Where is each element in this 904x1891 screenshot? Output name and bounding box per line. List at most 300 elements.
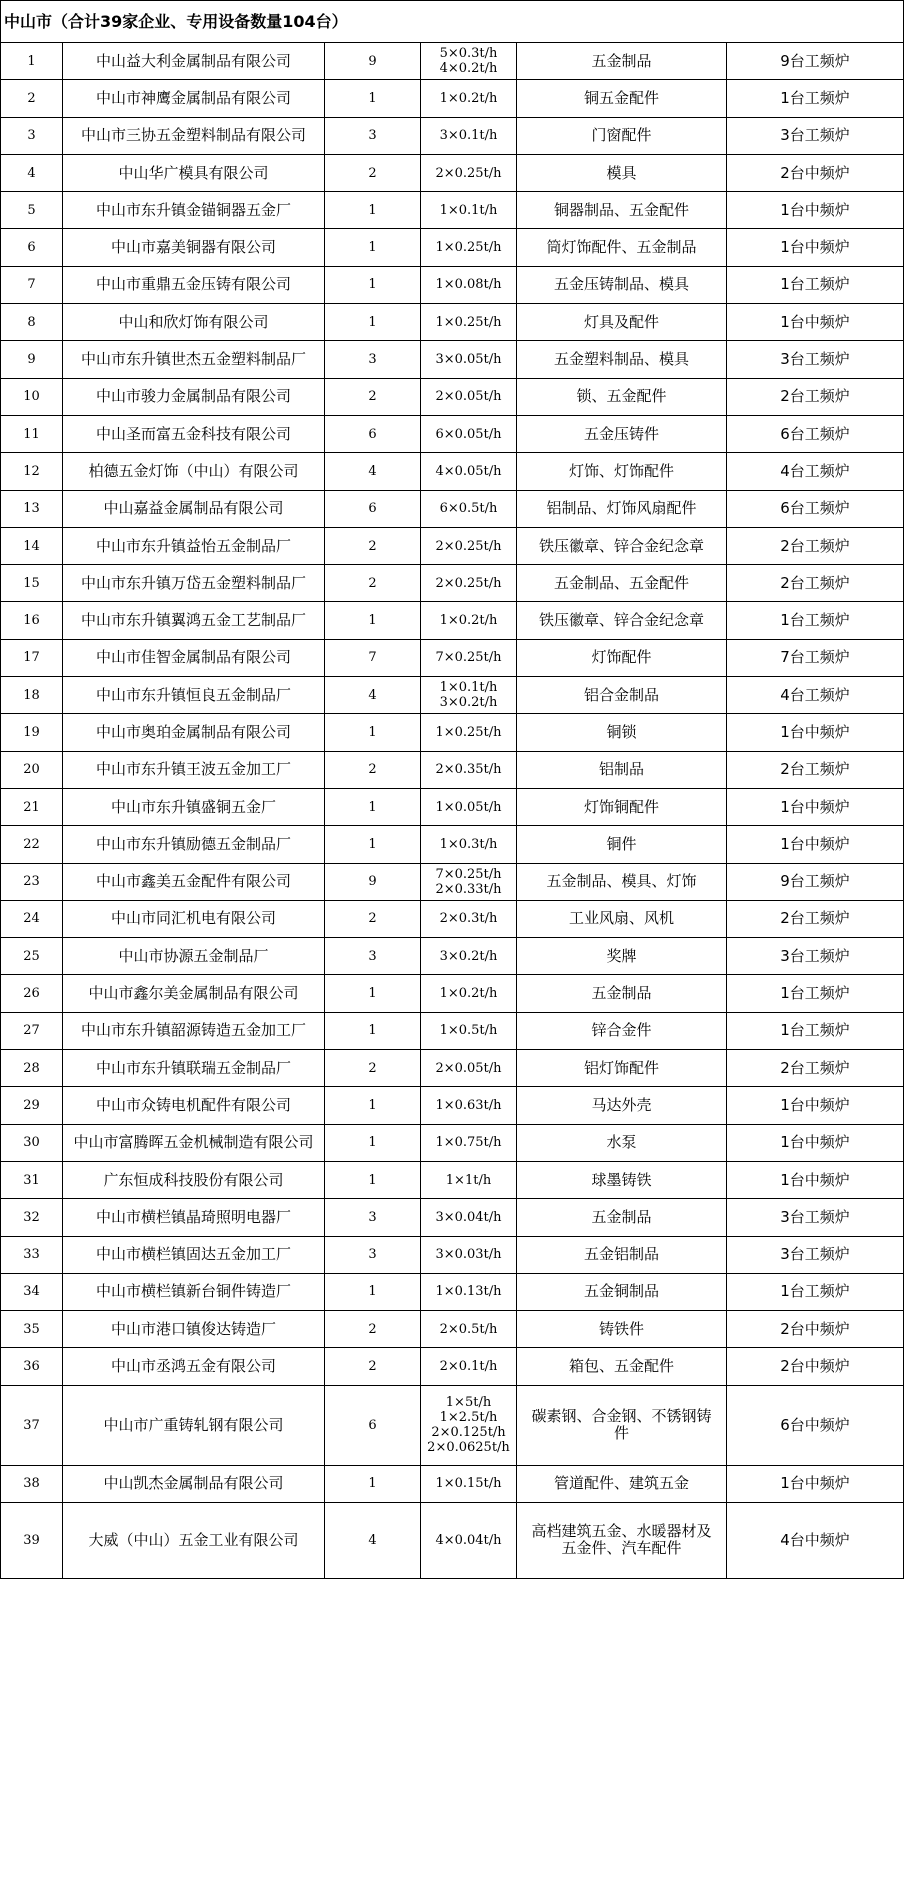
row-number-cell — [1, 1161, 63, 1198]
capacity-cell-text: 2×0.0625t/h — [427, 1440, 510, 1456]
equipment-count-cell — [325, 1273, 421, 1310]
company-name-cell-text: 中山市奥珀金属制品有限公司 — [95, 722, 291, 741]
capacity-cell-text: 5×0.3t/h — [439, 46, 498, 62]
furnace-type-cell — [727, 1161, 904, 1198]
furnace-type-cell — [727, 1012, 904, 1049]
row-number-cell-text: 5 — [27, 202, 36, 218]
equipment-count-cell-text: 7 — [368, 650, 377, 666]
equipment-count-cell-text: 1 — [368, 1135, 377, 1151]
row-number-cell-text: 6 — [27, 240, 36, 256]
table-row — [1, 80, 904, 117]
equipment-count-cell — [325, 229, 421, 266]
company-name-cell-text: 中山市嘉美铜器有限公司 — [110, 238, 276, 257]
furnace-type-cell-text: 3台工频炉 — [780, 1245, 850, 1264]
capacity-cell-text: 4×0.05t/h — [435, 463, 502, 479]
furnace-type-cell-text: 1台工频炉 — [780, 611, 850, 630]
table-row — [1, 1348, 904, 1385]
furnace-type-cell-text: 1台中频炉 — [780, 1474, 850, 1493]
company-name-cell-text: 广东恒成科技股份有限公司 — [103, 1170, 284, 1189]
company-name-cell-text: 中山市东升镇万岱五金塑料制品厂 — [80, 573, 306, 592]
company-name-cell — [63, 751, 325, 788]
capacity-cell — [421, 1465, 517, 1502]
capacity-cell — [421, 639, 517, 676]
capacity-cell-text: 2×0.5t/h — [439, 1321, 498, 1337]
furnace-type-cell — [727, 826, 904, 863]
equipment-count-cell — [325, 43, 421, 80]
equipment-count-cell-text: 2 — [368, 762, 377, 778]
capacity-cell-text: 1×1t/h — [445, 1172, 492, 1188]
table-row — [1, 565, 904, 602]
table-row — [1, 863, 904, 900]
company-name-cell-text: 中山嘉益金属制品有限公司 — [103, 499, 284, 518]
furnace-type-cell-text: 1台工频炉 — [780, 275, 850, 294]
equipment-count-cell — [325, 900, 421, 937]
table-row — [1, 43, 904, 80]
product-cell — [517, 43, 727, 80]
capacity-cell-text: 3×0.04t/h — [435, 1209, 502, 1225]
furnace-type-cell-text: 4台中频炉 — [780, 1530, 850, 1549]
capacity-cell-text: 1×0.2t/h — [439, 90, 498, 106]
company-name-cell — [63, 80, 325, 117]
equipment-count-cell-text: 9 — [368, 874, 377, 890]
product-cell-text: 碳素钢、合金钢、不锈钢铸 — [531, 1407, 712, 1426]
company-name-cell — [63, 863, 325, 900]
row-number-cell — [1, 639, 63, 676]
capacity-cell — [421, 43, 517, 80]
company-name-cell-text: 中山市东升镇翼鸿五金工艺制品厂 — [80, 611, 306, 630]
company-name-cell — [63, 1161, 325, 1198]
capacity-cell-text: 2×0.25t/h — [435, 538, 502, 554]
table-row — [1, 639, 904, 676]
row-number-cell — [1, 378, 63, 415]
row-number-cell-text: 13 — [23, 501, 40, 517]
product-cell-text: 铸铁件 — [598, 1319, 644, 1338]
product-cell-text: 铜锁 — [606, 722, 637, 741]
equipment-count-cell — [325, 1012, 421, 1049]
capacity-cell-text: 2×0.25t/h — [435, 165, 502, 181]
row-number-cell — [1, 453, 63, 490]
row-number-cell-text: 4 — [27, 165, 36, 181]
capacity-cell — [421, 453, 517, 490]
furnace-type-cell-text: 1台中频炉 — [780, 238, 850, 257]
company-name-cell-text: 中山市广重铸轧钢有限公司 — [103, 1415, 284, 1434]
furnace-type-cell-text: 9台工频炉 — [780, 872, 850, 891]
table-row — [1, 304, 904, 341]
company-name-cell-text: 中山市佳智金属制品有限公司 — [95, 648, 291, 667]
product-cell — [517, 1236, 727, 1273]
furnace-type-cell-text: 4台工频炉 — [780, 685, 850, 704]
row-number-cell-text: 10 — [23, 389, 40, 405]
company-name-cell-text: 中山市协源五金制品厂 — [118, 946, 269, 965]
capacity-cell — [421, 341, 517, 378]
equipment-count-cell — [325, 1236, 421, 1273]
product-cell-text: 五金制品、五金配件 — [553, 573, 689, 592]
capacity-cell-text: 7×0.25t/h — [435, 866, 502, 882]
product-cell-text: 五金件、汽车配件 — [561, 1539, 682, 1558]
table-row — [1, 1124, 904, 1161]
capacity-cell — [421, 266, 517, 303]
equipment-count-cell — [325, 80, 421, 117]
company-name-cell-text: 大威（中山）五金工业有限公司 — [88, 1530, 299, 1549]
row-number-cell-text: 9 — [27, 352, 36, 368]
product-cell-text: 灯饰配件 — [591, 648, 652, 667]
equipment-count-cell — [325, 788, 421, 825]
capacity-cell — [421, 602, 517, 639]
furnace-type-cell-text: 4台工频炉 — [780, 461, 850, 480]
capacity-cell-text: 1×2.5t/h — [439, 1410, 498, 1426]
furnace-type-cell-text: 2台工频炉 — [780, 536, 850, 555]
capacity-cell-text: 1×0.25t/h — [435, 314, 502, 330]
product-cell — [517, 900, 727, 937]
furnace-type-cell-text: 1台中频炉 — [780, 1095, 850, 1114]
table-row — [1, 1050, 904, 1087]
company-name-cell — [63, 154, 325, 191]
capacity-cell — [421, 1236, 517, 1273]
row-number-cell-text: 30 — [23, 1135, 40, 1151]
product-cell — [517, 80, 727, 117]
product-cell-text: 五金压铸制品、模具 — [553, 275, 689, 294]
product-cell-text: 铁压徽章、锌合金纪念章 — [538, 611, 704, 630]
equipment-count-cell — [325, 453, 421, 490]
product-cell — [517, 565, 727, 602]
equipment-count-cell-text: 1 — [368, 1172, 377, 1188]
product-cell-text: 马达外壳 — [591, 1095, 652, 1114]
product-cell-text: 五金制品 — [591, 1207, 652, 1226]
furnace-type-cell — [727, 863, 904, 900]
equipment-count-cell-text: 6 — [368, 426, 377, 442]
furnace-type-cell — [727, 938, 904, 975]
product-cell — [517, 1465, 727, 1502]
capacity-cell-text: 4×0.2t/h — [439, 61, 498, 77]
furnace-type-cell-text: 3台工频炉 — [780, 350, 850, 369]
furnace-type-cell-text: 2台中频炉 — [780, 1319, 850, 1338]
product-cell-text: 灯饰铜配件 — [583, 797, 659, 816]
equipment-count-cell-text: 2 — [368, 1060, 377, 1076]
row-number-cell — [1, 1502, 63, 1578]
row-number-cell-text: 8 — [27, 314, 36, 330]
equipment-count-cell — [325, 341, 421, 378]
product-cell — [517, 863, 727, 900]
company-name-cell — [63, 341, 325, 378]
product-cell — [517, 1012, 727, 1049]
furnace-type-cell-text: 1台工频炉 — [780, 88, 850, 107]
company-name-cell — [63, 1311, 325, 1348]
product-cell-text: 锁、五金配件 — [576, 387, 667, 406]
title-row — [1, 1, 904, 43]
table-row — [1, 975, 904, 1012]
table-row — [1, 788, 904, 825]
row-number-cell — [1, 43, 63, 80]
capacity-cell-text: 1×0.1t/h — [439, 202, 498, 218]
capacity-cell — [421, 1050, 517, 1087]
row-number-cell — [1, 788, 63, 825]
company-name-cell-text: 中山市东升镇益怡五金制品厂 — [95, 536, 291, 555]
furnace-type-cell-text: 2台工频炉 — [780, 573, 850, 592]
equipment-count-cell — [325, 1348, 421, 1385]
equipment-count-cell — [325, 1385, 421, 1465]
product-cell-text: 铝制品 — [598, 760, 644, 779]
equipment-count-cell — [325, 751, 421, 788]
capacity-cell-text: 4×0.04t/h — [435, 1532, 502, 1548]
company-name-cell-text: 中山市东升镇盛铜五金厂 — [110, 797, 276, 816]
furnace-type-cell — [727, 1199, 904, 1236]
company-name-cell — [63, 1087, 325, 1124]
company-name-cell — [63, 229, 325, 266]
company-name-cell — [63, 677, 325, 714]
furnace-type-cell-text: 3台工频炉 — [780, 946, 850, 965]
capacity-cell-text: 2×0.33t/h — [435, 881, 502, 897]
row-number-cell-text: 23 — [23, 874, 40, 890]
row-number-cell-text: 36 — [23, 1359, 40, 1375]
product-cell — [517, 378, 727, 415]
capacity-cell — [421, 1273, 517, 1310]
furnace-type-cell-text: 1台中频炉 — [780, 1133, 850, 1152]
equipment-count-cell — [325, 490, 421, 527]
product-cell-text: 水泵 — [606, 1133, 637, 1152]
row-number-cell — [1, 229, 63, 266]
company-name-cell — [63, 788, 325, 825]
product-cell-text: 五金塑料制品、模具 — [553, 350, 689, 369]
capacity-cell-text: 2×0.35t/h — [435, 762, 502, 778]
equipment-count-cell-text: 6 — [368, 1417, 377, 1433]
row-number-cell-text: 18 — [23, 687, 40, 703]
table-row — [1, 490, 904, 527]
furnace-type-cell-text: 6台工频炉 — [780, 424, 850, 443]
capacity-cell — [421, 117, 517, 154]
product-cell — [517, 677, 727, 714]
product-cell-text: 铁压徽章、锌合金纪念章 — [538, 536, 704, 555]
row-number-cell — [1, 117, 63, 154]
capacity-cell — [421, 304, 517, 341]
product-cell — [517, 527, 727, 564]
product-cell — [517, 1502, 727, 1578]
company-name-cell — [63, 378, 325, 415]
company-name-cell-text: 中山市东升镇恒良五金制品厂 — [95, 685, 291, 704]
capacity-cell-text: 7×0.25t/h — [435, 650, 502, 666]
equipment-count-cell-text: 1 — [368, 724, 377, 740]
company-name-cell — [63, 1385, 325, 1465]
table-row — [1, 826, 904, 863]
equipment-count-cell — [325, 714, 421, 751]
equipment-count-cell-text: 1 — [368, 90, 377, 106]
company-name-cell — [63, 453, 325, 490]
furnace-type-cell — [727, 1124, 904, 1161]
company-name-cell-text: 中山凯杰金属制品有限公司 — [103, 1474, 284, 1493]
product-cell-text: 球墨铸铁 — [591, 1170, 652, 1189]
table-row — [1, 900, 904, 937]
product-cell — [517, 266, 727, 303]
equipment-count-cell-text: 2 — [368, 575, 377, 591]
equipment-count-cell — [325, 1199, 421, 1236]
capacity-cell — [421, 975, 517, 1012]
row-number-cell-text: 35 — [23, 1321, 40, 1337]
row-number-cell-text: 2 — [27, 90, 36, 106]
table-row — [1, 1502, 904, 1578]
company-name-cell — [63, 826, 325, 863]
product-cell-text: 件 — [613, 1424, 629, 1443]
product-cell — [517, 1385, 727, 1465]
furnace-type-cell — [727, 154, 904, 191]
capacity-cell — [421, 490, 517, 527]
product-cell-text: 管道配件、建筑五金 — [553, 1474, 689, 1493]
company-name-cell — [63, 1273, 325, 1310]
equipment-count-cell — [325, 1161, 421, 1198]
furnace-type-cell-text: 2台中频炉 — [780, 1357, 850, 1376]
company-name-cell — [63, 639, 325, 676]
company-name-cell-text: 中山和欣灯饰有限公司 — [118, 312, 269, 331]
capacity-cell-text: 1×0.5t/h — [439, 1023, 498, 1039]
product-cell-text: 铝灯饰配件 — [583, 1058, 659, 1077]
row-number-cell-text: 29 — [23, 1097, 40, 1113]
row-number-cell — [1, 266, 63, 303]
equipment-count-cell — [325, 117, 421, 154]
equipment-count-cell — [325, 378, 421, 415]
product-cell-text: 五金压铸件 — [583, 424, 659, 443]
product-cell — [517, 304, 727, 341]
row-number-cell-text: 21 — [23, 799, 40, 815]
product-cell — [517, 938, 727, 975]
furnace-type-cell — [727, 975, 904, 1012]
capacity-cell-text: 1×0.15t/h — [435, 1476, 502, 1492]
furnace-type-cell — [727, 1348, 904, 1385]
company-name-cell — [63, 1199, 325, 1236]
product-cell-text: 灯饰、灯饰配件 — [568, 461, 674, 480]
company-name-cell — [63, 1465, 325, 1502]
company-name-cell-text: 中山市鑫尔美金属制品有限公司 — [88, 984, 299, 1003]
table-title: 中山市（合计39家企业、专用设备数量104台） — [1, 1, 904, 43]
row-number-cell-text: 19 — [23, 724, 40, 740]
table-row — [1, 938, 904, 975]
furnace-type-cell — [727, 1311, 904, 1348]
product-cell-text: 门窗配件 — [591, 126, 652, 145]
equipment-count-cell-text: 1 — [368, 240, 377, 256]
capacity-cell — [421, 1348, 517, 1385]
company-name-cell-text: 中山市东升镇韶源铸造五金加工厂 — [80, 1021, 306, 1040]
table-row — [1, 714, 904, 751]
product-cell-text: 模具 — [606, 163, 637, 182]
furnace-type-cell-text: 1台中频炉 — [780, 312, 850, 331]
equipment-count-cell-text: 1 — [368, 1023, 377, 1039]
product-cell-text: 铜件 — [606, 834, 637, 853]
table-row — [1, 415, 904, 452]
row-number-cell-text: 16 — [23, 613, 40, 629]
capacity-cell — [421, 1311, 517, 1348]
furnace-type-cell-text: 1台中频炉 — [780, 1170, 850, 1189]
row-number-cell — [1, 192, 63, 229]
capacity-cell-text: 3×0.2t/h — [439, 948, 498, 964]
table-row — [1, 1273, 904, 1310]
row-number-cell — [1, 975, 63, 1012]
row-number-cell-text: 33 — [23, 1247, 40, 1263]
company-name-cell-text: 中山市东升镇世杰五金塑料制品厂 — [80, 350, 306, 369]
product-cell-text: 铜五金配件 — [583, 88, 659, 107]
equipment-count-cell — [325, 1311, 421, 1348]
product-cell-text: 锌合金件 — [591, 1021, 652, 1040]
table-row — [1, 677, 904, 714]
furnace-type-cell — [727, 43, 904, 80]
company-name-cell-text: 中山市同汇机电有限公司 — [110, 909, 276, 928]
capacity-cell — [421, 80, 517, 117]
company-name-cell — [63, 1012, 325, 1049]
capacity-cell-text: 1×0.63t/h — [435, 1097, 502, 1113]
furnace-type-cell-text: 1台中频炉 — [780, 834, 850, 853]
capacity-cell — [421, 751, 517, 788]
company-name-cell-text: 柏德五金灯饰（中山）有限公司 — [88, 461, 299, 480]
company-name-cell — [63, 117, 325, 154]
row-number-cell-text: 24 — [23, 911, 40, 927]
product-cell — [517, 639, 727, 676]
product-cell-text: 五金制品、模具、灯饰 — [546, 872, 697, 891]
capacity-cell-text: 1×0.13t/h — [435, 1284, 502, 1300]
company-name-cell — [63, 1236, 325, 1273]
row-number-cell — [1, 1385, 63, 1465]
equipment-count-cell-text: 2 — [368, 1321, 377, 1337]
table-row — [1, 266, 904, 303]
capacity-cell-text: 3×0.03t/h — [435, 1247, 502, 1263]
company-name-cell-text: 中山益大利金属制品有限公司 — [95, 51, 291, 70]
capacity-cell-text: 2×0.25t/h — [435, 575, 502, 591]
product-cell — [517, 975, 727, 1012]
capacity-cell-text: 1×0.3t/h — [439, 836, 498, 852]
row-number-cell — [1, 826, 63, 863]
equipment-count-cell — [325, 266, 421, 303]
capacity-cell-text: 1×0.2t/h — [439, 986, 498, 1002]
equipment-count-cell-text: 1 — [368, 1476, 377, 1492]
capacity-cell-text: 2×0.3t/h — [439, 911, 498, 927]
equipment-count-cell-text: 2 — [368, 911, 377, 927]
table-row — [1, 1199, 904, 1236]
equipment-count-cell-text: 2 — [368, 165, 377, 181]
equipment-count-cell — [325, 938, 421, 975]
capacity-cell-text: 2×0.05t/h — [435, 1060, 502, 1076]
row-number-cell-text: 22 — [23, 836, 40, 852]
furnace-type-cell-text: 2台工频炉 — [780, 760, 850, 779]
product-cell-text: 铝合金制品 — [583, 685, 659, 704]
row-number-cell-text: 20 — [23, 762, 40, 778]
equipment-count-cell-text: 1 — [368, 613, 377, 629]
furnace-type-cell — [727, 1273, 904, 1310]
capacity-cell — [421, 229, 517, 266]
row-number-cell — [1, 1124, 63, 1161]
equipment-count-cell-text: 1 — [368, 277, 377, 293]
equipment-count-cell-text: 3 — [368, 1247, 377, 1263]
table-row — [1, 1385, 904, 1465]
equipment-count-cell-text: 1 — [368, 1097, 377, 1113]
row-number-cell-text: 3 — [27, 128, 36, 144]
row-number-cell — [1, 677, 63, 714]
row-number-cell — [1, 1311, 63, 1348]
equipment-count-cell-text: 2 — [368, 389, 377, 405]
row-number-cell-text: 31 — [23, 1172, 40, 1188]
row-number-cell — [1, 490, 63, 527]
company-name-cell — [63, 266, 325, 303]
capacity-cell — [421, 1087, 517, 1124]
furnace-type-cell-text: 1台工频炉 — [780, 984, 850, 1003]
equipment-count-cell — [325, 192, 421, 229]
capacity-cell — [421, 900, 517, 937]
row-number-cell-text: 26 — [23, 986, 40, 1002]
product-cell — [517, 1124, 727, 1161]
company-name-cell-text: 中山华广模具有限公司 — [118, 163, 269, 182]
capacity-cell — [421, 527, 517, 564]
furnace-type-cell — [727, 229, 904, 266]
capacity-cell — [421, 154, 517, 191]
product-cell — [517, 1273, 727, 1310]
furnace-type-cell — [727, 1236, 904, 1273]
equipment-count-cell-text: 4 — [368, 1532, 377, 1548]
company-name-cell-text: 中山市鑫美五金配件有限公司 — [95, 872, 291, 891]
table-row — [1, 229, 904, 266]
